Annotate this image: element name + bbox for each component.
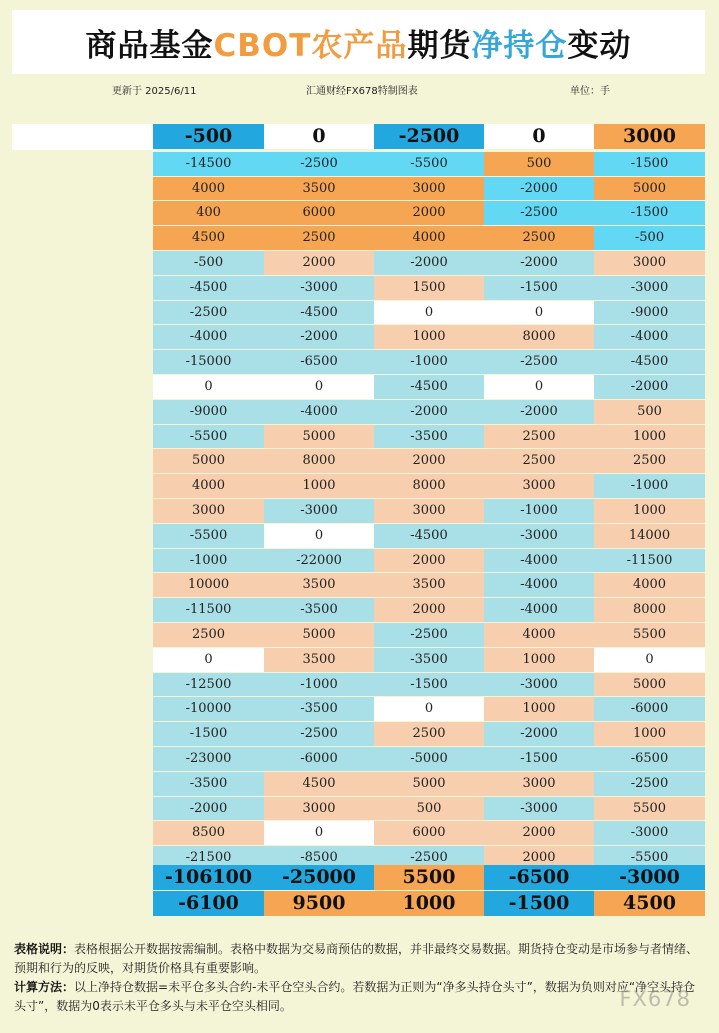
cell-value: 0 (374, 301, 484, 325)
cell-value: 5000 (594, 177, 705, 201)
cell-value: 2500 (484, 449, 594, 473)
watermark-logo: FX678 (619, 987, 691, 1011)
column-header-date (12, 101, 153, 121)
cell-value: 2500 (264, 226, 374, 250)
summary-value: -1500 (484, 891, 594, 916)
row-date (12, 722, 153, 747)
cell-value: -2000 (153, 797, 264, 821)
row-date (12, 152, 153, 177)
cell-value: -23000 (153, 747, 264, 771)
cell-value: -6000 (264, 747, 374, 771)
summary-value: -25000 (264, 865, 374, 890)
cell-value: -1000 (484, 499, 594, 523)
row-date (12, 449, 153, 474)
cell-value: -4000 (153, 325, 264, 349)
cell-value: 0 (484, 301, 594, 325)
cell-value: 1000 (594, 722, 705, 746)
cell-value: 14000 (594, 524, 705, 548)
cell-value: 3500 (264, 648, 374, 672)
cell-value: 1000 (374, 325, 484, 349)
cell-value: 3000 (264, 797, 374, 821)
cell-value: 8000 (484, 325, 594, 349)
cell-value: -1000 (594, 474, 705, 498)
calc-note-label: 计算方法： (14, 980, 75, 994)
cell-value: 3500 (374, 573, 484, 597)
row-date (12, 400, 153, 425)
cell-value: -4500 (264, 301, 374, 325)
cell-value: -2500 (374, 124, 484, 149)
cell-value: 1000 (594, 499, 705, 523)
cell-value: -3500 (264, 598, 374, 622)
cell-value: -8500 (264, 846, 374, 870)
cell-value: 4500 (153, 226, 264, 250)
cell-value: -6500 (264, 350, 374, 374)
cell-value: 1500 (374, 276, 484, 300)
summary-value: 1000 (374, 891, 484, 916)
summary-value: 9500 (264, 891, 374, 916)
cell-value: -5500 (153, 524, 264, 548)
cell-value: 1000 (594, 425, 705, 449)
cell-value: -2500 (153, 301, 264, 325)
cell-value: 1000 (484, 648, 594, 672)
row-date (12, 276, 153, 301)
cell-value: 6000 (264, 201, 374, 225)
cell-value: -6500 (594, 747, 705, 771)
cell-value: -12500 (153, 673, 264, 697)
cell-value: -5500 (153, 425, 264, 449)
row-date (12, 325, 153, 350)
cell-value: 2500 (594, 449, 705, 473)
row-date (12, 301, 153, 326)
cell-value: -2500 (374, 623, 484, 647)
cell-value: -3500 (374, 425, 484, 449)
row-date (12, 549, 153, 574)
cell-value: -3000 (484, 524, 594, 548)
cell-value: -2000 (484, 722, 594, 746)
cell-value: 8000 (264, 449, 374, 473)
title-part2: CBOT农产品 (213, 27, 408, 64)
cell-value: -1000 (153, 549, 264, 573)
row-date (12, 375, 153, 400)
cell-value: -4000 (264, 400, 374, 424)
source-label: 汇通财经FX678特制图表 (306, 86, 418, 97)
cell-value: 10000 (153, 573, 264, 597)
cell-value: -1500 (153, 722, 264, 746)
cell-value: -22000 (264, 549, 374, 573)
cell-value: -2500 (374, 846, 484, 870)
summary-value: 5500 (374, 865, 484, 890)
summary-value: -106100 (153, 865, 264, 890)
cell-value: -14500 (153, 152, 264, 176)
cell-value: -11500 (153, 598, 264, 622)
row-date (12, 821, 153, 846)
cell-value: 6000 (374, 821, 484, 845)
cell-value: -4000 (484, 573, 594, 597)
cell-value: -2000 (484, 400, 594, 424)
row-date (12, 648, 153, 673)
column-header-bottom-2 (374, 915, 484, 935)
cell-value: 8000 (374, 474, 484, 498)
title-part4: 净持仓 (471, 27, 568, 64)
cell-value: -3500 (374, 648, 484, 672)
table-note (14, 940, 704, 978)
cell-value: -2500 (264, 722, 374, 746)
cell-value: 0 (153, 375, 264, 399)
cell-value: -4000 (484, 549, 594, 573)
row-date (12, 474, 153, 499)
cell-value: -1500 (484, 276, 594, 300)
cell-value: -1500 (484, 747, 594, 771)
cell-value: 2500 (153, 623, 264, 647)
row-date (12, 598, 153, 623)
cell-value: -3000 (264, 276, 374, 300)
cell-value: 3500 (264, 177, 374, 201)
cell-value: -11500 (594, 549, 705, 573)
cell-value: 3500 (264, 573, 374, 597)
cell-value: -1500 (374, 673, 484, 697)
cell-value: -5000 (374, 747, 484, 771)
cell-value: 8500 (153, 821, 264, 845)
cell-value: 3000 (484, 474, 594, 498)
row-date (12, 772, 153, 797)
row-date (12, 226, 153, 251)
cell-value: -4500 (594, 350, 705, 374)
row-date (12, 524, 153, 549)
column-header-top-1 (264, 101, 374, 121)
summary-label (12, 865, 153, 890)
cell-value: 500 (484, 152, 594, 176)
cell-value: -2500 (264, 152, 374, 176)
cell-value: -10000 (153, 697, 264, 721)
cell-value: 3000 (594, 124, 705, 149)
cell-value: 3000 (594, 251, 705, 275)
cell-value: 0 (264, 124, 374, 149)
cell-value: -1000 (374, 350, 484, 374)
cell-value: -1500 (594, 152, 705, 176)
notes (14, 940, 704, 1016)
cell-value: 2500 (484, 226, 594, 250)
title-part5: 变动 (567, 27, 632, 64)
cell-value: 4000 (484, 623, 594, 647)
cell-value: -2000 (594, 375, 705, 399)
column-header-bottom-3 (484, 915, 594, 935)
cell-value: 0 (153, 648, 264, 672)
cell-value: 4000 (153, 474, 264, 498)
cell-value: 2000 (374, 449, 484, 473)
cell-value: -5500 (374, 152, 484, 176)
cell-value: -21500 (153, 846, 264, 870)
row-date (12, 425, 153, 450)
cell-value: 4000 (374, 226, 484, 250)
page-title (86, 20, 632, 65)
cell-value: 400 (153, 201, 264, 225)
cell-value: 5000 (153, 449, 264, 473)
column-header-top-0 (153, 101, 264, 121)
cell-value: 0 (484, 375, 594, 399)
row-date (12, 747, 153, 772)
cell-value: -1500 (594, 201, 705, 225)
cell-value: 4000 (594, 573, 705, 597)
row-date (12, 350, 153, 375)
cell-value: -3000 (264, 499, 374, 523)
summary-value: -3000 (594, 865, 705, 890)
cell-value: 0 (264, 375, 374, 399)
summary-value: 4500 (594, 891, 705, 916)
cell-value: 2000 (484, 846, 594, 870)
row-date (12, 623, 153, 648)
table-note-label: 表格说明： (14, 942, 75, 956)
title-banner (12, 10, 705, 74)
summary-label (12, 891, 153, 916)
cell-value: 3000 (374, 499, 484, 523)
cell-value: 3000 (484, 772, 594, 796)
row-date (12, 697, 153, 722)
cell-value: -3000 (484, 673, 594, 697)
cell-value: -2000 (374, 251, 484, 275)
cell-value: -2000 (484, 251, 594, 275)
row-date (12, 177, 153, 202)
cell-value: 2000 (484, 821, 594, 845)
cell-value: 5000 (594, 673, 705, 697)
cell-value: 500 (374, 797, 484, 821)
cell-value: 8000 (594, 598, 705, 622)
cell-value: -4000 (594, 325, 705, 349)
cell-value: 4000 (153, 177, 264, 201)
column-header-date (12, 915, 153, 935)
cell-value: -4500 (374, 524, 484, 548)
cell-value: 5000 (264, 623, 374, 647)
cell-value: -3000 (484, 797, 594, 821)
cell-value: 3000 (153, 499, 264, 523)
cell-value: 0 (594, 648, 705, 672)
cell-value: 2500 (374, 722, 484, 746)
title-part1: 商品基金 (85, 27, 214, 64)
cell-value: -2500 (484, 201, 594, 225)
cell-value: 5000 (374, 772, 484, 796)
column-header-bottom-4 (594, 915, 705, 935)
column-header-top-2 (374, 101, 484, 121)
summary-value: -6500 (484, 865, 594, 890)
summary-value: -6100 (153, 891, 264, 916)
cell-value: 2000 (374, 201, 484, 225)
cell-value: -500 (153, 251, 264, 275)
cell-value: 2000 (374, 549, 484, 573)
cell-value: 4500 (264, 772, 374, 796)
column-header-top-4 (594, 101, 705, 121)
unit-label: 单位：手 (570, 86, 610, 97)
row-date (12, 797, 153, 822)
cell-value: 2000 (264, 251, 374, 275)
column-header-top-3 (484, 101, 594, 121)
cell-value: -4500 (374, 375, 484, 399)
calc-note (14, 978, 704, 1016)
cell-value: -9000 (153, 400, 264, 424)
cell-value: -3500 (153, 772, 264, 796)
cell-value: 5000 (264, 425, 374, 449)
row-date (12, 251, 153, 276)
cell-value: 1000 (484, 697, 594, 721)
updated-date: 更新于 2025/6/11 (112, 86, 197, 97)
cell-value: 0 (484, 124, 594, 149)
cell-value: 5500 (594, 797, 705, 821)
cell-value: -2000 (374, 400, 484, 424)
cell-value: -2500 (594, 772, 705, 796)
latest-date (12, 124, 153, 150)
cell-value: 2000 (374, 598, 484, 622)
cell-value: 5500 (594, 623, 705, 647)
cell-value: -500 (594, 226, 705, 250)
row-date (12, 673, 153, 698)
cell-value: -1000 (264, 673, 374, 697)
cell-value: 1000 (264, 474, 374, 498)
column-header-bottom-1 (264, 915, 374, 935)
calc-note-text: 以上净持仓数据=未平仓多头合约-未平仓空头合约。若数据为正则为“净多头持仓头寸”，数据为负则对应“净空头持仓头寸”，数据为0表示未平仓多头与未平仓空头相同。 (14, 980, 696, 1013)
cell-value: -15000 (153, 350, 264, 374)
cell-value: 2500 (484, 425, 594, 449)
cell-value: -2000 (484, 177, 594, 201)
row-date (12, 201, 153, 226)
cell-value: -2500 (484, 350, 594, 374)
cell-value: -4500 (153, 276, 264, 300)
cell-value: -6000 (594, 697, 705, 721)
cell-value: 0 (264, 821, 374, 845)
row-date (12, 499, 153, 524)
cell-value: 0 (264, 524, 374, 548)
cell-value: -3000 (594, 821, 705, 845)
column-header-bottom-0 (153, 915, 264, 935)
cell-value: -2000 (264, 325, 374, 349)
cell-value: -5500 (594, 846, 705, 870)
cell-value: 0 (374, 697, 484, 721)
cell-value: 500 (594, 400, 705, 424)
cell-value: -4000 (484, 598, 594, 622)
title-part3: 期货 (407, 27, 472, 64)
table-note-text: 表格根据公开数据按需编制。表格中数据为交易商预估的数据，并非最终交易数据。期货持仓变动是市场参与者情绪、预期和行为的反映，对期货价格具有重要影响。 (14, 942, 699, 975)
cell-value: -9000 (594, 301, 705, 325)
cell-value: -3000 (594, 276, 705, 300)
cell-value: -3500 (264, 697, 374, 721)
row-date (12, 573, 153, 598)
cell-value: -500 (153, 124, 264, 149)
cell-value: 3000 (374, 177, 484, 201)
